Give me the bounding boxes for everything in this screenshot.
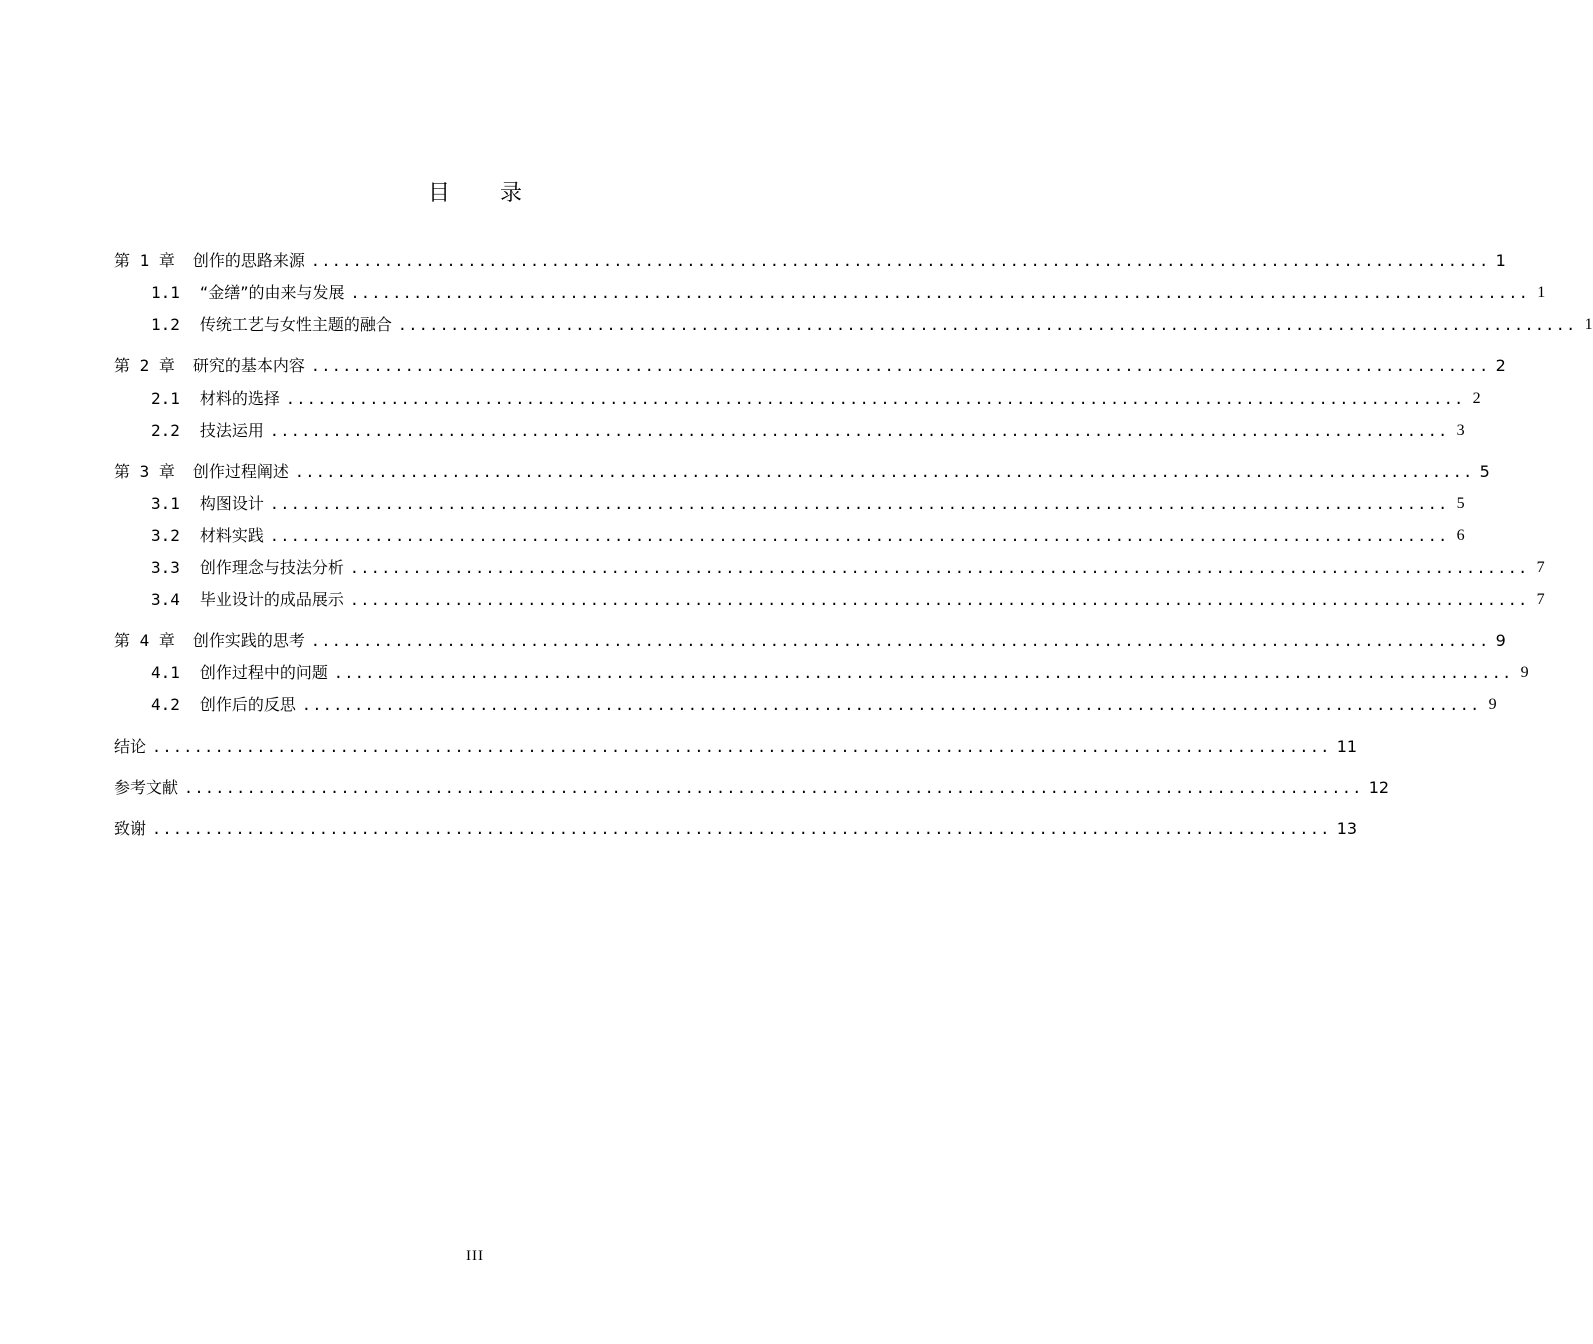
toc-entry-page: 11 [1336, 737, 1358, 756]
toc-entry-number: 第 3 章 [114, 462, 175, 481]
toc-entry-1-1[interactable] [151, 276, 1546, 304]
page-number: III [466, 1248, 484, 1264]
dot-leader: ................................................................................................................. [269, 527, 1449, 545]
dot-leader: ................................................................................................................. [350, 284, 1530, 302]
dot-leader: ................................................................................................................. [184, 779, 1363, 797]
toc-entry-number: 4.1 [151, 663, 180, 682]
dot-leader: ................................................................................................................. [333, 664, 1513, 682]
toc-entry-title: 传统工艺与女性主题的融合 [199, 315, 392, 334]
toc-entry-page: 9 [1495, 631, 1506, 650]
toc-entry-page: 3 [1456, 422, 1465, 439]
toc-entry-title: 创作过程阐述 [192, 462, 289, 481]
toc-entry-title: 创作实践的思考 [192, 631, 305, 650]
dot-leader: ................................................................................................................. [310, 632, 1490, 650]
dot-leader: ................................................................................................................. [152, 738, 1331, 756]
dot-leader: ................................................................................................................. [397, 316, 1577, 334]
toc-entry-page: 7 [1536, 591, 1545, 608]
dot-leader: ................................................................................................................. [349, 559, 1529, 577]
toc-entry-4-1[interactable] [151, 656, 1529, 684]
dot-leader: ................................................................................................................. [349, 591, 1529, 609]
toc-entry-number: 1.2 [151, 315, 180, 334]
toc-entry-title: 创作后的反思 [199, 695, 296, 714]
toc-entry-number: 2.2 [151, 421, 180, 440]
toc-entry-title: 技法运用 [199, 421, 264, 440]
dot-leader: ................................................................................................................. [269, 495, 1449, 513]
toc-entry-3-1[interactable] [151, 487, 1465, 515]
toc-entry-title: 结论 [114, 737, 147, 756]
toc-entry-page: 7 [1536, 559, 1545, 576]
toc-entry-title: 致谢 [114, 819, 147, 838]
toc-entry-page: 5 [1479, 462, 1490, 481]
toc-entry-2-2[interactable] [151, 414, 1465, 442]
toc-entry-title: 材料的选择 [199, 389, 280, 408]
toc-entry-title: 创作理念与技法分析 [199, 558, 344, 577]
dot-leader: ................................................................................................................. [294, 463, 1474, 481]
dot-leader: ................................................................................................................. [301, 696, 1481, 714]
toc-entry-title: “金缮”的由来与发展 [199, 283, 345, 302]
toc-entry-number: 第 1 章 [114, 251, 175, 270]
toc-entry-title: 研究的基本内容 [192, 356, 305, 375]
toc-entry-number: 3.3 [151, 558, 180, 577]
toc-entry-conclusion[interactable] [114, 730, 1358, 758]
toc-entry-page: 9 [1520, 664, 1529, 681]
toc-entry-2-1[interactable] [151, 382, 1481, 410]
toc-entry-4-2[interactable] [151, 688, 1497, 716]
toc-entry-number: 4.2 [151, 695, 180, 714]
toc-entry-page: 2 [1495, 356, 1506, 375]
toc-entry-title: 构图设计 [199, 494, 264, 513]
toc-entry-title: 参考文献 [114, 778, 179, 797]
toc-entry-number: 2.1 [151, 389, 180, 408]
toc-entry-page: 1 [1584, 316, 1593, 333]
toc-entry-page: 5 [1456, 495, 1465, 512]
toc-entry-title: 材料实践 [199, 526, 264, 545]
toc-entry-page: 6 [1456, 527, 1465, 544]
toc-entry-title: 创作过程中的问题 [199, 663, 328, 682]
toc-entry-3-2[interactable] [151, 519, 1465, 547]
dot-leader: ................................................................................................................. [285, 390, 1465, 408]
toc-entry-title: 毕业设计的成品展示 [199, 590, 344, 609]
toc-entry-chapter-3[interactable] [114, 455, 1490, 483]
toc-entry-page: 9 [1488, 696, 1497, 713]
toc-entry-acknowledgements[interactable] [114, 812, 1358, 840]
toc-entry-page: 2 [1472, 390, 1481, 407]
toc-entry-page: 1 [1495, 251, 1506, 270]
toc-entry-page: 1 [1537, 284, 1546, 301]
dot-leader: ................................................................................................................. [152, 820, 1331, 838]
page-title-part-2: 录 [500, 181, 523, 206]
toc-entry-page: 12 [1368, 778, 1390, 797]
toc-entry-number: 第 4 章 [114, 631, 175, 650]
toc-entry-number: 1.1 [151, 283, 180, 302]
toc-entry-number: 3.4 [151, 590, 180, 609]
dot-leader: ................................................................................................................. [310, 252, 1490, 270]
toc-entry-3-4[interactable] [151, 583, 1545, 611]
page-title-part-1: 目 [427, 181, 450, 206]
toc-entry-chapter-4[interactable] [114, 624, 1506, 652]
toc-entry-title: 创作的思路来源 [192, 251, 305, 270]
dot-leader: ................................................................................................................. [310, 357, 1490, 375]
toc-entry-chapter-2[interactable] [114, 349, 1506, 377]
toc-entry-chapter-1[interactable] [114, 244, 1506, 272]
dot-leader: ................................................................................................................. [269, 422, 1449, 440]
toc-entry-references[interactable] [114, 771, 1390, 799]
toc-entry-1-2[interactable] [151, 308, 1593, 336]
toc-entry-number: 第 2 章 [114, 356, 175, 375]
toc-entry-number: 3.2 [151, 526, 180, 545]
toc-entry-number: 3.1 [151, 494, 180, 513]
toc-entry-3-3[interactable] [151, 551, 1545, 579]
toc-entry-page: 13 [1336, 819, 1358, 838]
